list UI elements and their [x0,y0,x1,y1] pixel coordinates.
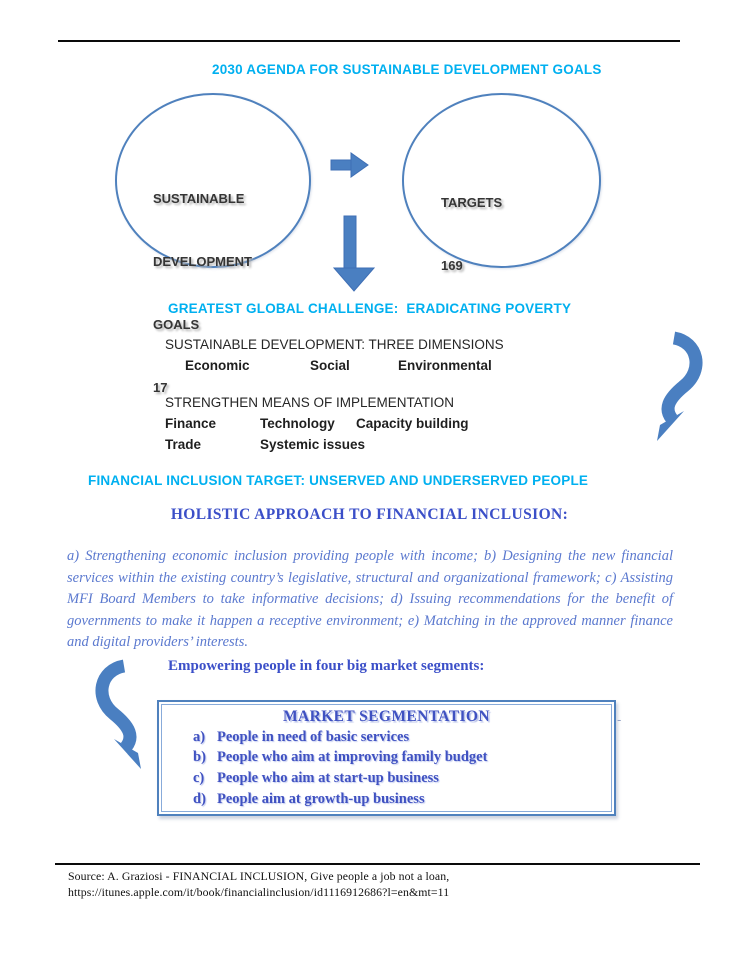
market-item [193,728,614,747]
ellipse-line: DEVELOPMENT [153,254,252,269]
market-item-marker: d) [193,790,206,807]
dimensions-heading: SUSTAINABLE DEVELOPMENT: THREE DIMENSIONS [165,337,504,352]
dimension-item: Social [310,358,350,373]
implementation-item: Trade [165,437,202,452]
implementation-heading: STRENGTHEN MEANS OF IMPLEMENTATION [165,395,455,410]
curved-arrow-left-icon [94,660,146,772]
ellipse-line: 17 [153,380,168,395]
curved-arrow-right-icon [652,332,704,444]
challenge-heading: GREATEST GLOBAL CHALLENGE: ERADICATING POVERTY [168,301,572,316]
source-line-2: https://itunes.apple.com/it/book/financialinclusion/id1116912686?l=en&mt=11 [68,885,450,899]
market-item-text: People who aim at improving family budget [217,749,488,766]
implementation-item: Systemic issues [260,437,366,452]
market-item-text: People who aim at start-up business [217,769,439,786]
source-line-1: Source: A. Graziosi - FINANCIAL INCLUSION, Give people a job not a loan, [68,869,450,883]
top-divider [58,40,680,42]
market-box-title: MARKET SEGMENTATION [283,708,490,725]
market-item [193,790,614,809]
stray-dash: - [617,712,622,727]
market-item-marker: c) [193,769,205,786]
document-title: 2030 AGENDA FOR SUSTAINABLE DEVELOPMENT GOALS [212,62,602,77]
implementation-item: Finance [165,416,217,431]
down-arrow-icon [330,216,378,292]
ellipse-line: GOALS [153,317,200,332]
market-item-marker: b) [193,749,206,766]
implementation-item: Capacity building [356,416,469,431]
dimension-item: Economic [185,358,250,373]
dimension-item: Environmental [398,358,492,373]
ellipse-line: 169 [441,258,463,273]
targets-label [441,150,502,318]
inclusion-target-heading: FINANCIAL INCLUSION TARGET: UNSERVED AND UNDERSERVED PEOPLE [88,473,589,488]
holistic-heading: HOLISTIC APPROACH TO FINANCIAL INCLUSION: [170,506,569,523]
empowering-heading: Empowering people in four big market segments: [168,658,485,674]
market-item [193,769,614,788]
ellipse-line: TARGETS [441,195,503,210]
market-item-text: People in need of basic services [217,728,410,745]
right-arrow-icon [331,151,369,179]
market-segmentation-box [157,700,616,816]
ellipse-line: SUSTAINABLE [153,191,245,206]
market-item-text: People aim at growth-up business [217,790,425,807]
market-item-marker: a) [193,728,206,745]
implementation-item: Technology [260,416,335,431]
bottom-divider [55,863,700,865]
market-item [193,748,614,767]
holistic-paragraph: a) Strengthening economic inclusion providing people with income; b) Designing the new financial services within the existing country’s legislative, structural and organizational framework; c) Assisting MFI Board Members to take informative decisions; d) Issuing recommendations for the benefit of governments to make it happen a receptive environment; e) Matching in the approved manner finance and digital providers’ interests. [67,548,673,651]
